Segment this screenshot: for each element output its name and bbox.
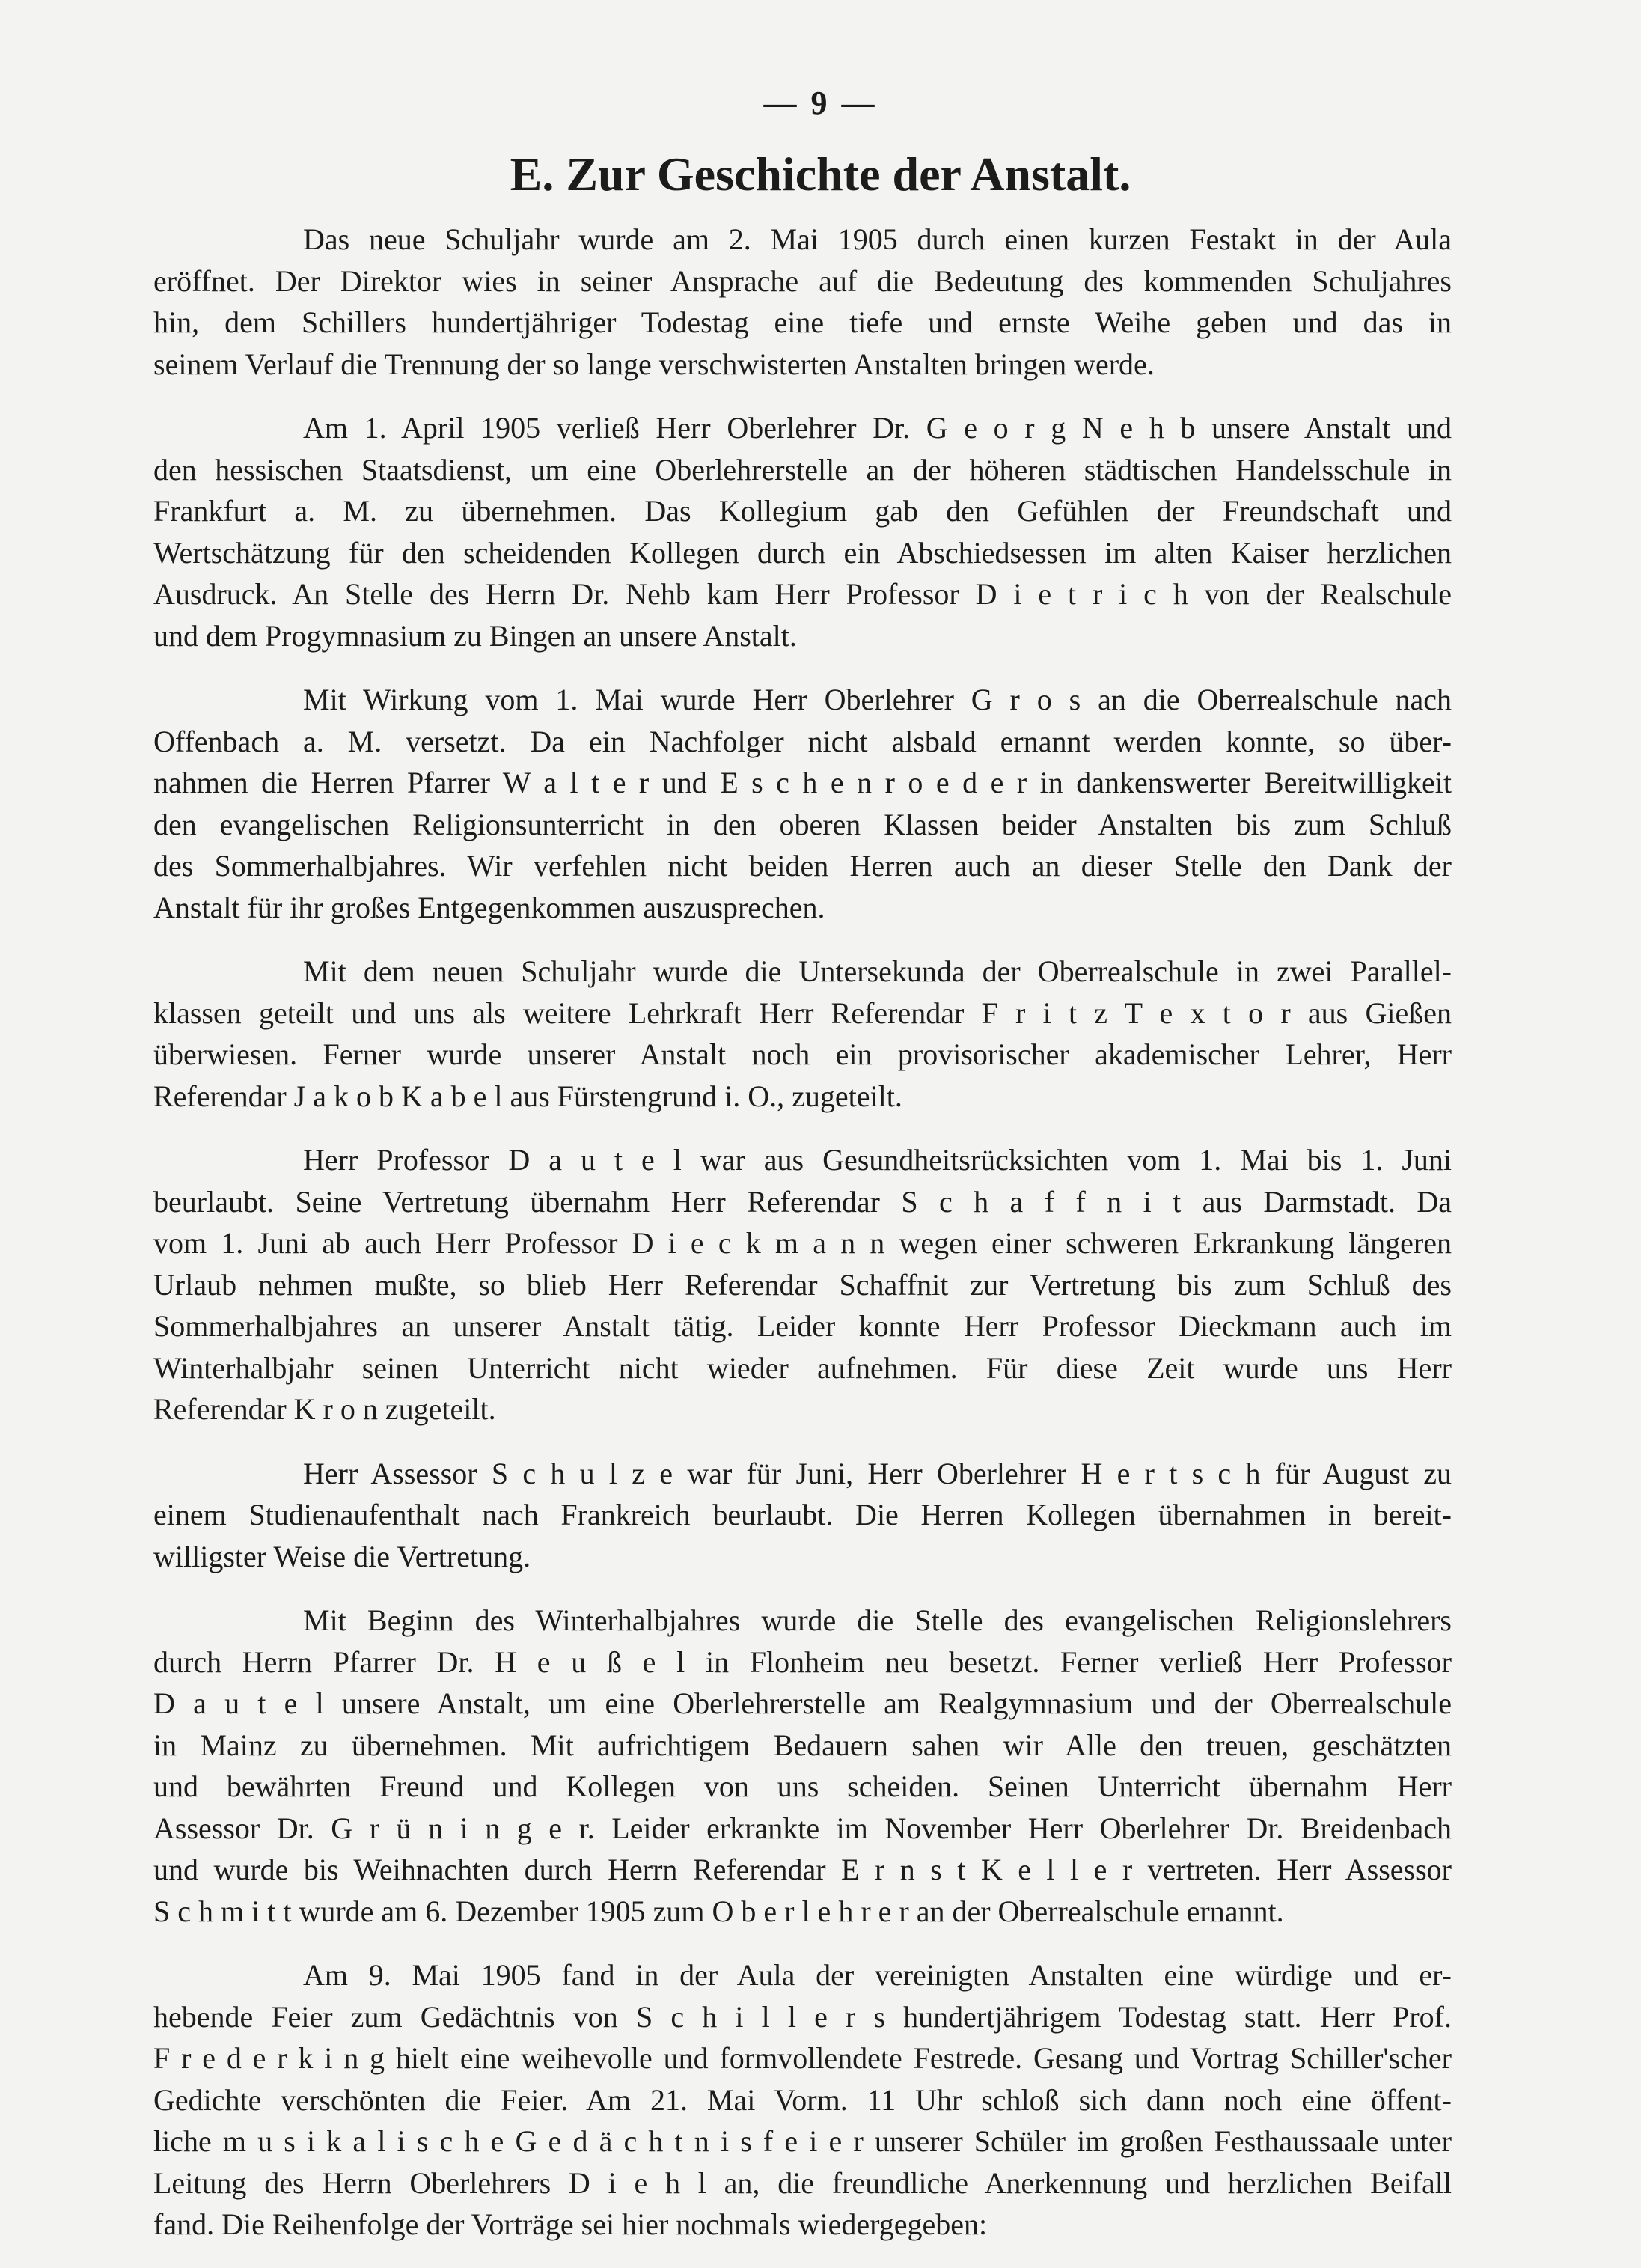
text-line: beurlaubt. Seine Vertretung übernahm Herr Referendar S c h a f f n i t aus Darmstadt. Da bbox=[153, 1184, 1452, 1219]
text-line: und dem Progymnasium zu Bingen an unsere Anstalt. bbox=[153, 618, 797, 653]
text-line: des Sommerhalbjahres. Wir verfehlen nicht beiden Herren auch an dieser Stelle den Dank der bbox=[153, 849, 1452, 882]
text-line: hin, dem Schillers hundertjähriger Todestag eine tiefe und ernste Weihe geben und das in bbox=[153, 305, 1452, 339]
text-line: durch Herrn Pfarrer Dr. H e u ß e l in Flonheim neu besetzt. Ferner verließ Herr Professor bbox=[153, 1644, 1452, 1679]
text-line: den evangelischen Religionsunterricht in den oberen Klassen beider Anstalten bis zum Schluß bbox=[153, 807, 1452, 841]
text-line: einem Studienaufenthalt nach Frankreich beurlaubt. Die Herren Kollegen übernahmen in bereit- bbox=[153, 1498, 1452, 1531]
paragraph bbox=[153, 1954, 1452, 2246]
body-text bbox=[153, 219, 1452, 2268]
text-line: nahmen die Herren Pfarrer W a l t e r und E s c h e n r o e d e r in dankenswerter Bereitwilligkeit bbox=[153, 766, 1452, 799]
text-line: eröffnet. Der Direktor wies in seiner Ansprache auf die Bedeutung des kommenden Schuljahres bbox=[153, 263, 1452, 298]
text-line: Leitung des Herrn Oberlehrers D i e h l an, die freundliche Anerkennung und herzlichen Beifall bbox=[153, 2165, 1452, 2200]
text-line: Winterhalbjahr seinen Unterricht nicht wieder aufnehmen. Für diese Zeit wurde uns Herr bbox=[153, 1350, 1452, 1385]
paragraph bbox=[153, 1453, 1452, 1578]
text-line: klassen geteilt und uns als weitere Lehrkraft Herr Referendar F r i t z T e x t o r aus Gießen bbox=[153, 996, 1452, 1030]
text-line: Sommerhalbjahres an unserer Anstalt tätig. Leider konnte Herr Professor Dieckmann auch im bbox=[153, 1309, 1452, 1343]
text-line: willigster Weise die Vertretung. bbox=[153, 1539, 531, 1573]
text-line: Referendar J a k o b K a b e l aus Fürstengrund i. O., zugeteilt. bbox=[153, 1079, 902, 1113]
text-line: Herr Assessor S c h u l z e war für Juni, Herr Oberlehrer H e r t s c h für August zu bbox=[303, 1456, 1452, 1490]
text-line: Anstalt für ihr großes Entgegenkommen auszusprechen. bbox=[153, 890, 825, 924]
paragraph bbox=[153, 219, 1452, 385]
paragraph bbox=[153, 1139, 1452, 1430]
text-line: Frankfurt a. M. zu übernehmen. Das Kollegium gab den Gefühlen der Freundschaft und bbox=[153, 494, 1452, 528]
text-line: Wertschätzung für den scheidenden Kollegen durch ein Abschiedsessen im alten Kaiser herzlichen bbox=[153, 535, 1452, 570]
text-line: vom 1. Juni ab auch Herr Professor D i e c k m a n n wegen einer schweren Erkrankung längeren bbox=[153, 1226, 1452, 1260]
text-line: Das neue Schuljahr wurde am 2. Mai 1905 durch einen kurzen Festakt in der Aula bbox=[303, 222, 1452, 256]
section-title: E. Zur Geschichte der Anstalt. bbox=[510, 147, 1131, 201]
text-line: Mit dem neuen Schuljahr wurde die Untersekunda der Oberrealschule in zwei Parallel- bbox=[303, 954, 1452, 988]
text-line: Herr Professor D a u t e l war aus Gesundheitsrücksichten vom 1. Mai bis 1. Juni bbox=[303, 1143, 1452, 1177]
text-line: Am 1. April 1905 verließ Herr Oberlehrer Dr. G e o r g N e h b unsere Anstalt und bbox=[303, 411, 1452, 445]
page-number: — 9 — bbox=[763, 85, 878, 121]
text-line: Offenbach a. M. versetzt. Da ein Nachfolger nicht alsbald ernannt werden konnte, so über- bbox=[153, 724, 1452, 758]
text-line: F r e d e r k i n g hielt eine weihevolle und formvollendete Festrede. Gesang und Vortrag Schiller'scher bbox=[153, 2041, 1452, 2075]
text-line: Urlaub nehmen mußte, so blieb Herr Referendar Schaffnit zur Vertretung bis zum Schluß des bbox=[153, 1267, 1452, 1302]
paragraph bbox=[153, 1600, 1452, 1932]
text-line: fand. Die Reihenfolge der Vorträge sei hier nochmals wiedergegeben: bbox=[153, 2207, 988, 2241]
text-line: liche m u s i k a l i s c h e G e d ä c h t n i s f e i e r unserer Schüler im großen Festhaussaale unter bbox=[153, 2124, 1452, 2158]
text-line: seinem Verlauf die Trennung der so lange verschwisterten Anstalten bringen werde. bbox=[153, 347, 1155, 381]
text-line: Ausdruck. An Stelle des Herrn Dr. Nehb kam Herr Professor D i e t r i c h von der Realschule bbox=[153, 577, 1452, 611]
text-line: Mit Wirkung vom 1. Mai wurde Herr Oberlehrer G r o s an die Oberrealschule nach bbox=[303, 683, 1452, 716]
text-line: S c h m i t t wurde am 6. Dezember 1905 zum O b e r l e h r e r an der Oberrealschule ernannt. bbox=[153, 1894, 1284, 1928]
text-line: Referendar K r o n zugeteilt. bbox=[153, 1392, 496, 1426]
text-line: Am 9. Mai 1905 fand in der Aula der vereinigten Anstalten eine würdige und er- bbox=[303, 1958, 1452, 1992]
paragraph bbox=[153, 679, 1452, 928]
text-line: in Mainz zu übernehmen. Mit aufrichtigem Bedauern sahen wir Alle den treuen, geschätzten bbox=[153, 1728, 1452, 1762]
text-line: hebende Feier zum Gedächtnis von S c h i l l e r s hundertjährigem Todestag statt. Herr Prof. bbox=[153, 1999, 1452, 2034]
paragraph bbox=[153, 951, 1452, 1117]
paragraph bbox=[153, 407, 1452, 656]
text-line: und wurde bis Weihnachten durch Herrn Referendar E r n s t K e l l e r vertreten. Herr Assessor bbox=[153, 1853, 1452, 1886]
text-line: Mit Beginn des Winterhalbjahres wurde die Stelle des evangelischen Religionslehrers bbox=[303, 1603, 1452, 1637]
text-line: den hessischen Staatsdienst, um eine Oberlehrerstelle an der höheren städtischen Handelsschule in bbox=[153, 452, 1452, 487]
text-line: Gedichte verschönten die Feier. Am 21. Mai Vorm. 11 Uhr schloß sich dann noch eine öffent- bbox=[153, 2082, 1452, 2117]
text-line: überwiesen. Ferner wurde unserer Anstalt noch ein provisorischer akademischer Lehrer, Herr bbox=[153, 1037, 1452, 1071]
text-line: Assessor Dr. G r ü n i n g e r. Leider erkrankte im November Herr Oberlehrer Dr. Breidenbach bbox=[153, 1811, 1452, 1845]
text-line: und bewährten Freund und Kollegen von uns scheiden. Seinen Unterricht übernahm Herr bbox=[153, 1769, 1452, 1803]
text-line: D a u t e l unsere Anstalt, um eine Oberlehrerstelle am Realgymnasium und der Oberrealschule bbox=[153, 1686, 1452, 1720]
